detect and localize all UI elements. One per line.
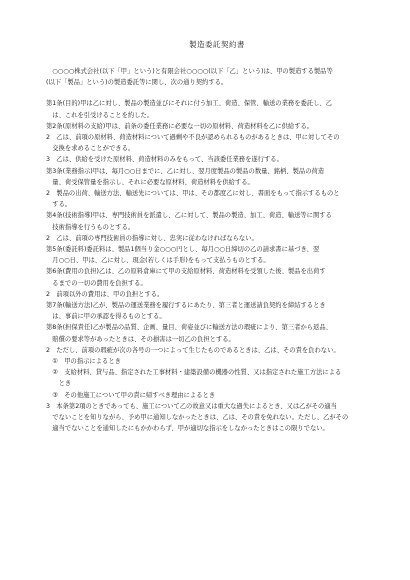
article-line: 月○○日、甲は、乙に対し、現金(若しくは手形)をもって支払うものとする。 [46, 257, 270, 265]
article-line: 第7条(輸送方法)乙が、製品の運送業務を履行するにあたり、第三者と運送請負契約を締結するとき [46, 302, 326, 310]
article-line: 2 乙は、前項の原材料、荷造材料について過剰や不良が認められるものがあるときは、甲に対してその [46, 134, 340, 142]
article-line: 第4条(技術指導)甲は、専門技術員を派遣し、乙に対して、製品の製造、加工、荷造、輸送等に関する [46, 212, 332, 220]
article-line: ① 甲の指示によるとき [46, 358, 121, 366]
article-line: は、これを引受けることを約した。 [46, 111, 154, 119]
article-line: ② 支給材料、貸与品、指定された工事材料・建築設備の機器の性質、又は指定された施工方法による [46, 369, 342, 377]
article-line: 2 乙は、前項の専門技術員の指導に対し、忠実に従わなければならない。 [46, 234, 258, 242]
article-5 [46, 244, 388, 266]
article-line: 第2条(原材料の支給)甲は、前条の委任業務に必要な一切の原材料、荷造材料を乙に供給する。 [46, 122, 314, 130]
article-line: 量、荷受保管量を指示し、それに必要な原材料、荷造材料を供給する。 [46, 178, 254, 186]
article-line: るまでの一切の費用を負担する。 [46, 279, 147, 287]
article-7 [46, 300, 388, 322]
article-line: でないことを知りながら、予め甲に通知しなかったときは、乙は、その責を免れない。ただし、乙がその [46, 414, 349, 422]
article-line: 適当でないことを通知したにもかかわらず、甲が適切な指示をしなかったときはこの限りでない。 [46, 425, 329, 433]
article-line: ③ その他施工について甲の責に帰すべき理由によるとき [46, 391, 216, 399]
article-line: 第3条(業務指示)甲は、毎月○○日までに、乙に対し、翌月度製品の製品の数量、銘柄、製品の荷造 [46, 167, 325, 175]
article-line: 第6条(費用の負担)乙は、乙の原料倉庫にて甲の支給原材料、荷造材料を受領した後、製品を出荷す [46, 268, 326, 276]
article-3 [46, 166, 388, 211]
article-8 [46, 322, 388, 434]
article-line: とき [46, 380, 72, 388]
article-line: 第8条(担保責任)乙が製品の品質、企画、量目、荷姿並びに輸送方法の瑕疵により、第三者から返品、 [46, 324, 332, 332]
article-line: 2 前項以外の費用は、甲の負担とする。 [46, 290, 164, 298]
article-line: 第5条(委託料)委託料は、製品1個当り金○○○円とし、毎月○○日締切の乙の請求書に基づき、翌 [46, 246, 320, 254]
article-line: 交換を求めることができる。 [46, 145, 135, 153]
preamble-line: ○○○○株式会社(以下「甲」という)と有限会社○○○○(以下「乙」という)は、甲の製造する製品等 [46, 68, 333, 75]
preamble-line: (以下「製品」という)の製造委託等に関し、次の通り契約する。 [46, 79, 228, 87]
article-line: 技術指導を行うものとする。 [46, 223, 135, 231]
article-line: 第1条(目的)甲は乙に対し、製品の製造並びにそれに付う加工、荷造、保管、輸送の業務を委託し、乙 [46, 100, 332, 108]
article-line: 賠償の要求等があったときは、その損害は一切乙の負担とする。 [46, 335, 235, 343]
document-title: 製造委託契約書 [189, 40, 245, 49]
article-4 [46, 210, 388, 244]
article-line: 3 乙は、供給を受けた原材料、荷造材料のみをもって、当該委任業務を遂行する。 [46, 156, 283, 164]
article-line: 2 製品の出荷、輸送方法、輸送先については、甲は、その都度乙に対し、書面をもって指示するものと [46, 190, 340, 198]
article-1 [46, 98, 388, 120]
article-line: 3 本条第2項のときであっても、施工について乙の故意又は重大な過失によるとき、又は乙がその適当 [46, 402, 337, 410]
article-line: は、事前に甲の承認を得るものとする。 [46, 313, 166, 321]
preamble [46, 66, 388, 88]
article-2 [46, 121, 388, 166]
article-6 [46, 266, 388, 300]
article-line: 2 ただし、前項の瑕疵が次の各号の一つによって生じたものであるときは、乙は、その責を負わない。 [46, 346, 340, 354]
article-line: する。 [46, 201, 72, 209]
